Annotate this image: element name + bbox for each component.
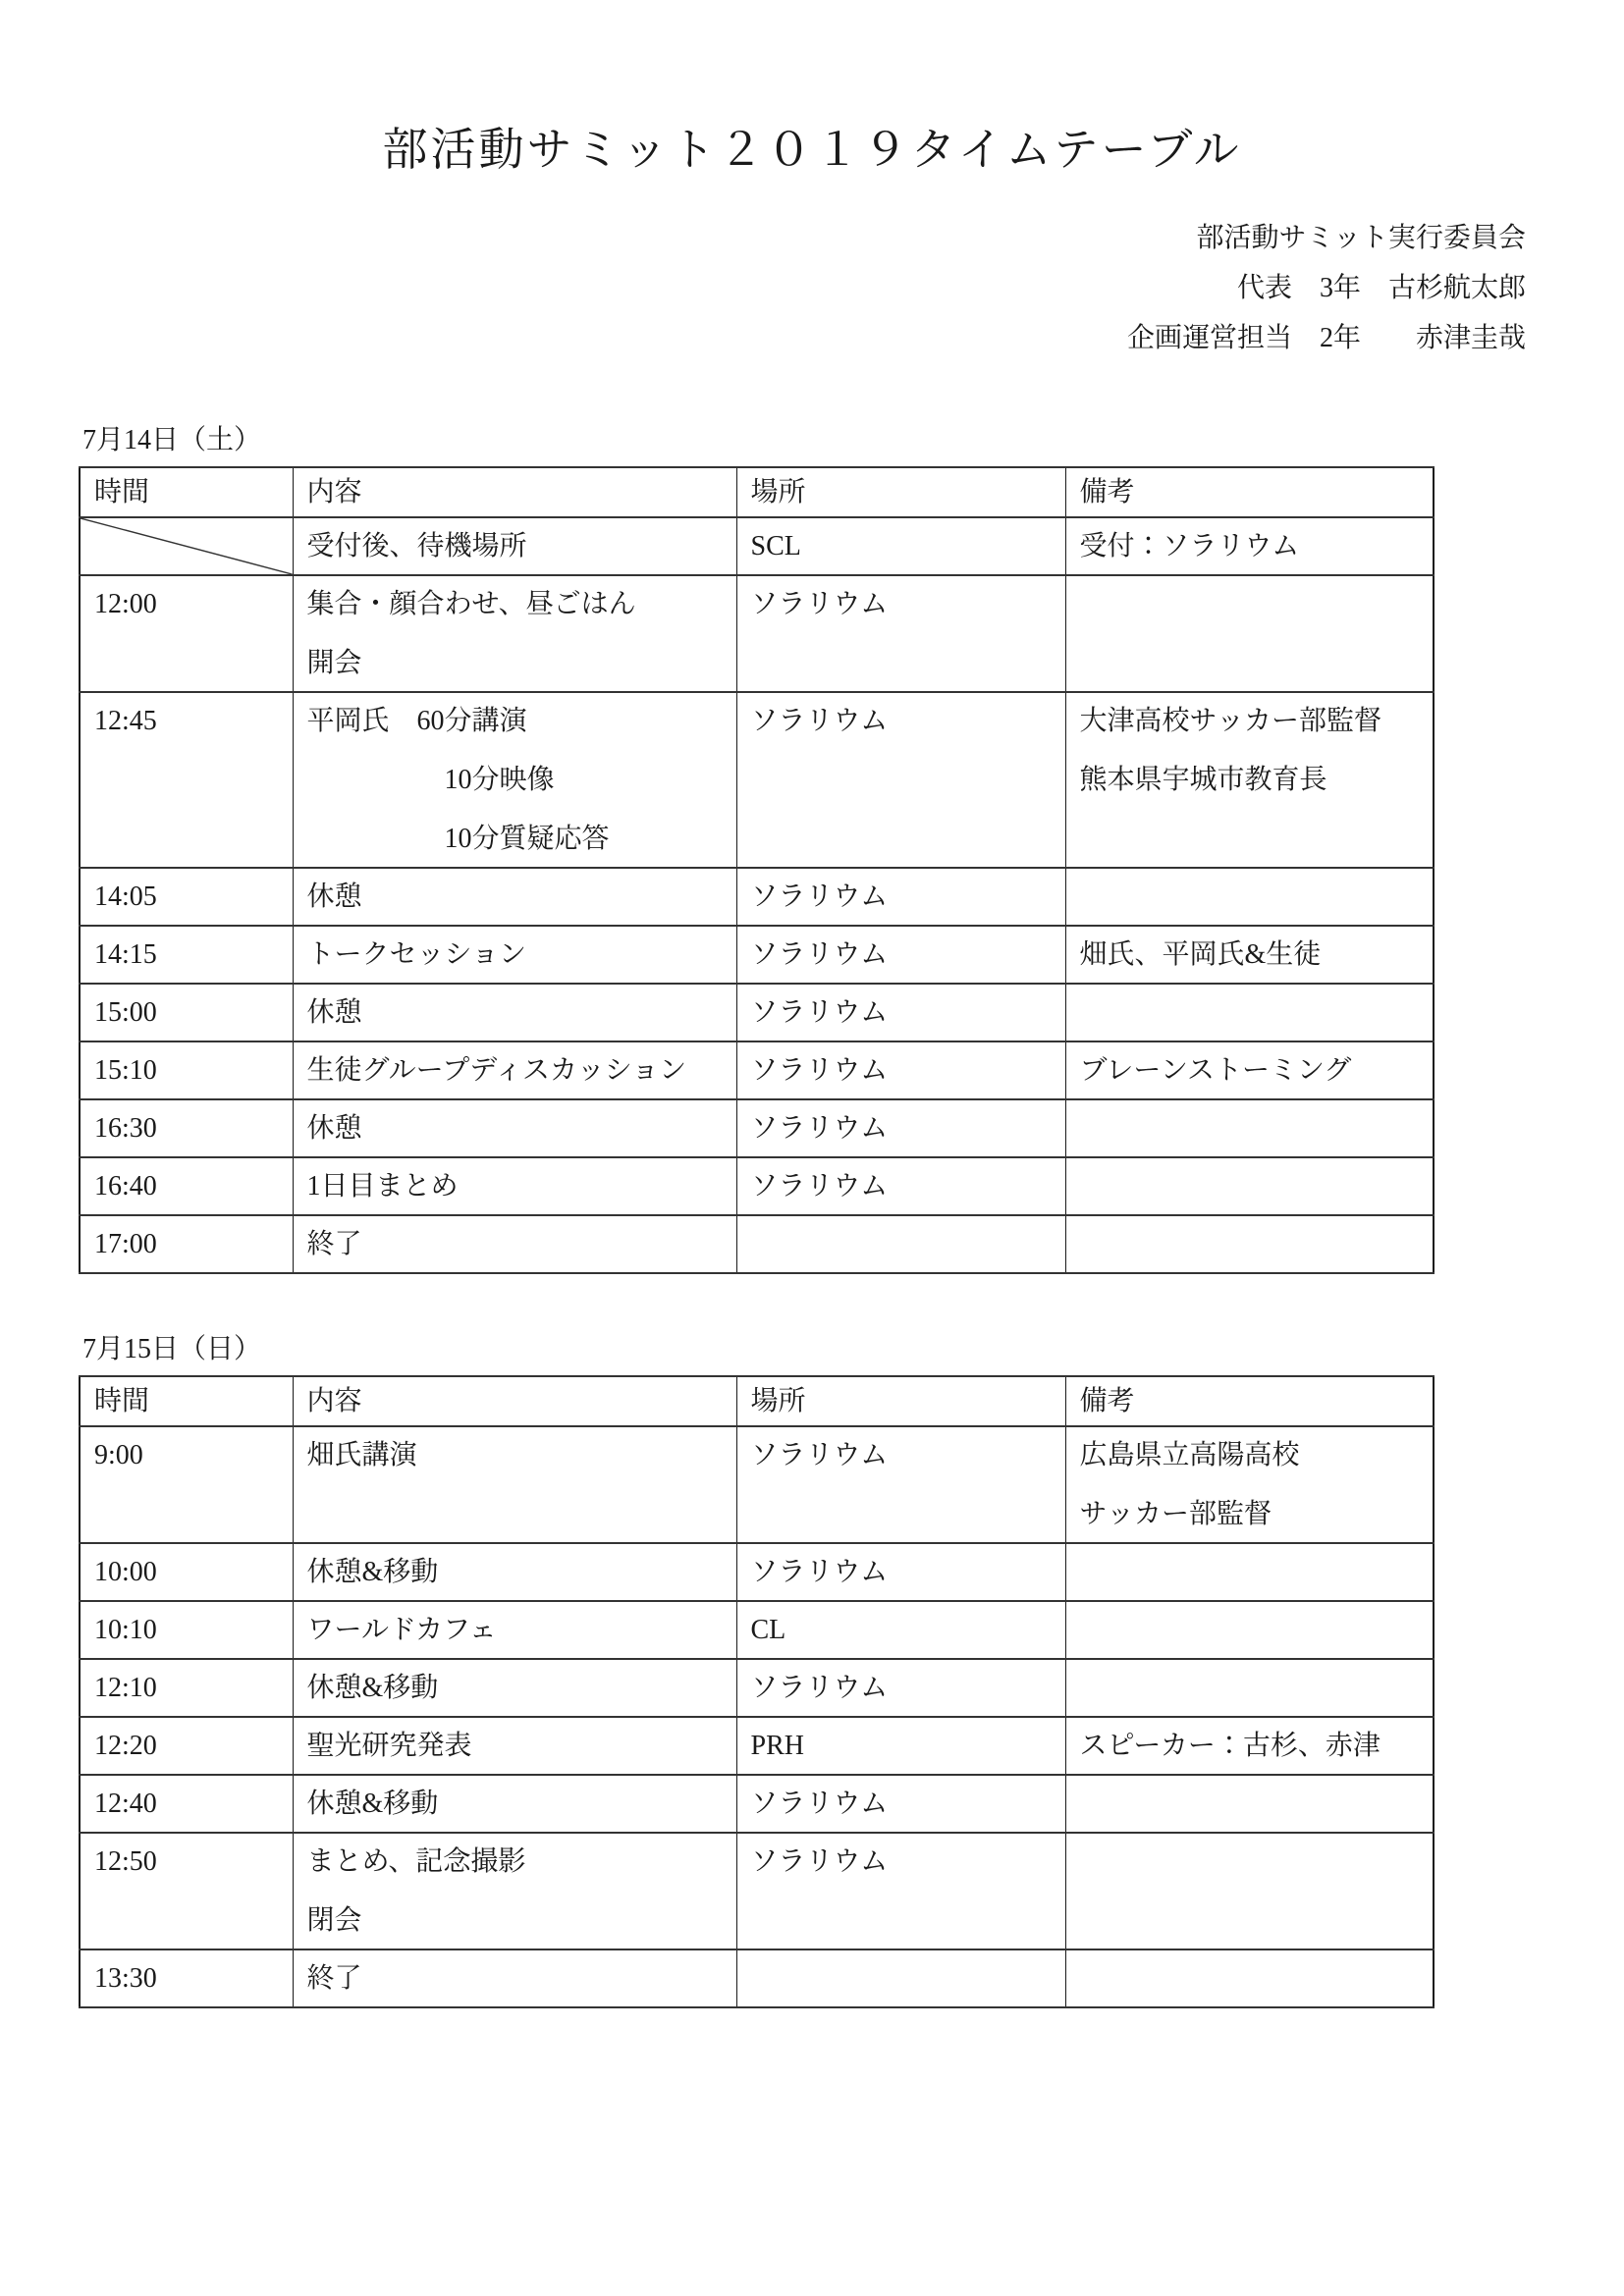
place-cell: ソラリウム — [736, 1833, 1065, 1949]
diagonal-line — [81, 518, 293, 574]
table-row — [80, 1717, 1434, 1775]
content-cell — [293, 926, 736, 984]
place-cell: ソラリウム — [736, 1099, 1065, 1157]
notes-cell — [1065, 1717, 1434, 1775]
cell-line: 大津高校サッカー部監督 — [1079, 705, 1381, 736]
cell-line: 畑氏、平岡氏&生徒 — [1079, 938, 1322, 970]
column-header: 時間 — [80, 467, 293, 517]
notes-cell — [1065, 1543, 1434, 1601]
table-row — [80, 868, 1434, 926]
content-cell — [293, 1833, 736, 1949]
cell-line: 畑氏講演 — [306, 1439, 417, 1470]
notes-cell — [1065, 517, 1434, 575]
cell-line: 休憩&移動 — [306, 1556, 439, 1587]
notes-cell — [1065, 692, 1434, 868]
table-row — [80, 1833, 1434, 1949]
cell-line: 聖光研究発表 — [306, 1730, 472, 1761]
committee-representative: 代表 3年 古杉航太郎 — [1236, 272, 1526, 303]
content-cell — [293, 868, 736, 926]
content-cell — [293, 1215, 736, 1273]
table-row — [80, 1157, 1434, 1215]
committee-planner: 企画運営担当 2年 赤津圭哉 — [1126, 322, 1526, 353]
place-cell: ソラリウム — [736, 1659, 1065, 1717]
notes-cell — [1065, 575, 1434, 692]
content-cell — [293, 1601, 736, 1659]
notes-cell — [1065, 1215, 1434, 1273]
header-row — [80, 1376, 1434, 1426]
cell-line: ブレーンストーミング — [1079, 1054, 1352, 1086]
day1-date-heading: 7月14日（土） — [82, 424, 262, 455]
place-cell: ソラリウム — [736, 1426, 1065, 1543]
notes-cell — [1065, 1157, 1434, 1215]
cell-line: 休憩 — [306, 881, 362, 912]
time-cell: 15:00 — [80, 984, 293, 1041]
column-header: 場所 — [736, 1376, 1065, 1426]
time-cell: 14:15 — [80, 926, 293, 984]
time-cell: 10:00 — [80, 1543, 293, 1601]
notes-cell — [1065, 868, 1434, 926]
content-cell — [293, 1717, 736, 1775]
table-row — [80, 1949, 1434, 2007]
place-cell: ソラリウム — [736, 926, 1065, 984]
cell-line: 終了 — [306, 1962, 362, 1994]
notes-cell — [1065, 1099, 1434, 1157]
column-header: 内容 — [293, 1376, 736, 1426]
content-cell — [293, 1157, 736, 1215]
cell-line: 休憩 — [306, 996, 362, 1028]
place-cell: ソラリウム — [736, 1157, 1065, 1215]
cell-line: スピーカー：古杉、赤津 — [1079, 1730, 1380, 1761]
cell-line: 休憩&移動 — [306, 1672, 439, 1703]
place-cell: ソラリウム — [736, 1775, 1065, 1833]
content-cell — [293, 1775, 736, 1833]
column-header: 場所 — [736, 467, 1065, 517]
time-cell: 12:00 — [80, 575, 293, 692]
notes-cell — [1065, 984, 1434, 1041]
table-row — [80, 1041, 1434, 1099]
table-row — [80, 575, 1434, 692]
cell-line: 受付後、待機場所 — [306, 530, 527, 561]
content-cell — [293, 1041, 736, 1099]
cell-line: 受付：ソラリウム — [1079, 530, 1300, 561]
notes-cell — [1065, 1833, 1434, 1949]
cell-line: まとめ、記念撮影 — [306, 1845, 526, 1877]
time-cell: 10:10 — [80, 1601, 293, 1659]
cell-line: 終了 — [306, 1228, 362, 1259]
column-header: 備考 — [1065, 467, 1434, 517]
day1-section — [0, 424, 1624, 1274]
content-cell — [293, 1659, 736, 1717]
table-row — [80, 1215, 1434, 1273]
time-cell: 13:30 — [80, 1949, 293, 2007]
column-header: 備考 — [1065, 1376, 1434, 1426]
time-cell: 12:40 — [80, 1775, 293, 1833]
cell-line: サッカー部監督 — [1079, 1498, 1272, 1529]
cell-line: 集合・顔合わせ、昼ごはん — [306, 588, 636, 619]
content-cell — [293, 984, 736, 1041]
place-cell: CL — [736, 1601, 1065, 1659]
content-cell — [293, 692, 736, 868]
place-cell: ソラリウム — [736, 868, 1065, 926]
day2-date-heading: 7月15日（日） — [82, 1333, 262, 1364]
time-cell — [80, 517, 293, 575]
table-row — [80, 692, 1434, 868]
time-cell: 12:50 — [80, 1833, 293, 1949]
cell-line: トークセッション — [306, 938, 526, 970]
time-cell: 14:05 — [80, 868, 293, 926]
content-cell — [293, 1949, 736, 2007]
day1-timetable — [79, 466, 1435, 1274]
time-cell: 16:30 — [80, 1099, 293, 1157]
committee-block — [0, 213, 1624, 363]
content-cell — [293, 1426, 736, 1543]
content-cell — [293, 1099, 736, 1157]
content-cell — [293, 575, 736, 692]
place-cell: ソラリウム — [736, 692, 1065, 868]
time-cell: 15:10 — [80, 1041, 293, 1099]
notes-cell — [1065, 1775, 1434, 1833]
time-cell: 12:45 — [80, 692, 293, 868]
table-row — [80, 1601, 1434, 1659]
cell-line: 休憩 — [306, 1112, 362, 1144]
day2-section — [0, 1333, 1624, 2008]
cell-line: 閉会 — [306, 1904, 362, 1936]
place-cell: PRH — [736, 1717, 1065, 1775]
column-header: 時間 — [80, 1376, 293, 1426]
time-cell: 17:00 — [80, 1215, 293, 1273]
content-cell — [293, 1543, 736, 1601]
notes-cell — [1065, 1659, 1434, 1717]
time-cell: 12:20 — [80, 1717, 293, 1775]
cell-line: 生徒グループディスカッション — [306, 1054, 687, 1086]
cell-line: 広島県立高陽高校 — [1079, 1439, 1300, 1470]
notes-cell — [1065, 1041, 1434, 1099]
cell-line: 休憩&移動 — [306, 1788, 439, 1819]
table-row — [80, 926, 1434, 984]
place-cell: SCL — [736, 517, 1065, 575]
cell-line: 10分質疑応答 — [306, 823, 610, 854]
table-row — [80, 1426, 1434, 1543]
notes-cell — [1065, 926, 1434, 984]
notes-cell — [1065, 1601, 1434, 1659]
time-cell: 16:40 — [80, 1157, 293, 1215]
notes-cell — [1065, 1949, 1434, 2007]
cell-line: 1日目まとめ — [306, 1170, 459, 1201]
place-cell: ソラリウム — [736, 984, 1065, 1041]
time-cell: 9:00 — [80, 1426, 293, 1543]
cell-line: 開会 — [306, 647, 362, 678]
table-row — [80, 517, 1434, 575]
place-cell: ソラリウム — [736, 1543, 1065, 1601]
table-row — [80, 1659, 1434, 1717]
content-cell — [293, 517, 736, 575]
column-header: 内容 — [293, 467, 736, 517]
place-cell — [736, 1215, 1065, 1273]
notes-cell — [1065, 1426, 1434, 1543]
table-row — [80, 1543, 1434, 1601]
cell-line: 10分映像 — [306, 764, 555, 795]
committee-org: 部活動サミット実行委員会 — [1196, 222, 1526, 253]
cell-line: 平岡氏 60分講演 — [306, 705, 527, 736]
page-title: 部活動サミット２０１９タイムテーブル — [382, 125, 1242, 175]
header-row — [80, 467, 1434, 517]
place-cell: ソラリウム — [736, 575, 1065, 692]
place-cell — [736, 1949, 1065, 2007]
table-row — [80, 1099, 1434, 1157]
time-cell: 12:10 — [80, 1659, 293, 1717]
day2-timetable — [79, 1375, 1435, 2008]
cell-line: 熊本県宇城市教育長 — [1079, 764, 1327, 795]
place-cell: ソラリウム — [736, 1041, 1065, 1099]
table-row — [80, 1775, 1434, 1833]
table-row — [80, 984, 1434, 1041]
cell-line: ワールドカフェ — [306, 1614, 497, 1645]
